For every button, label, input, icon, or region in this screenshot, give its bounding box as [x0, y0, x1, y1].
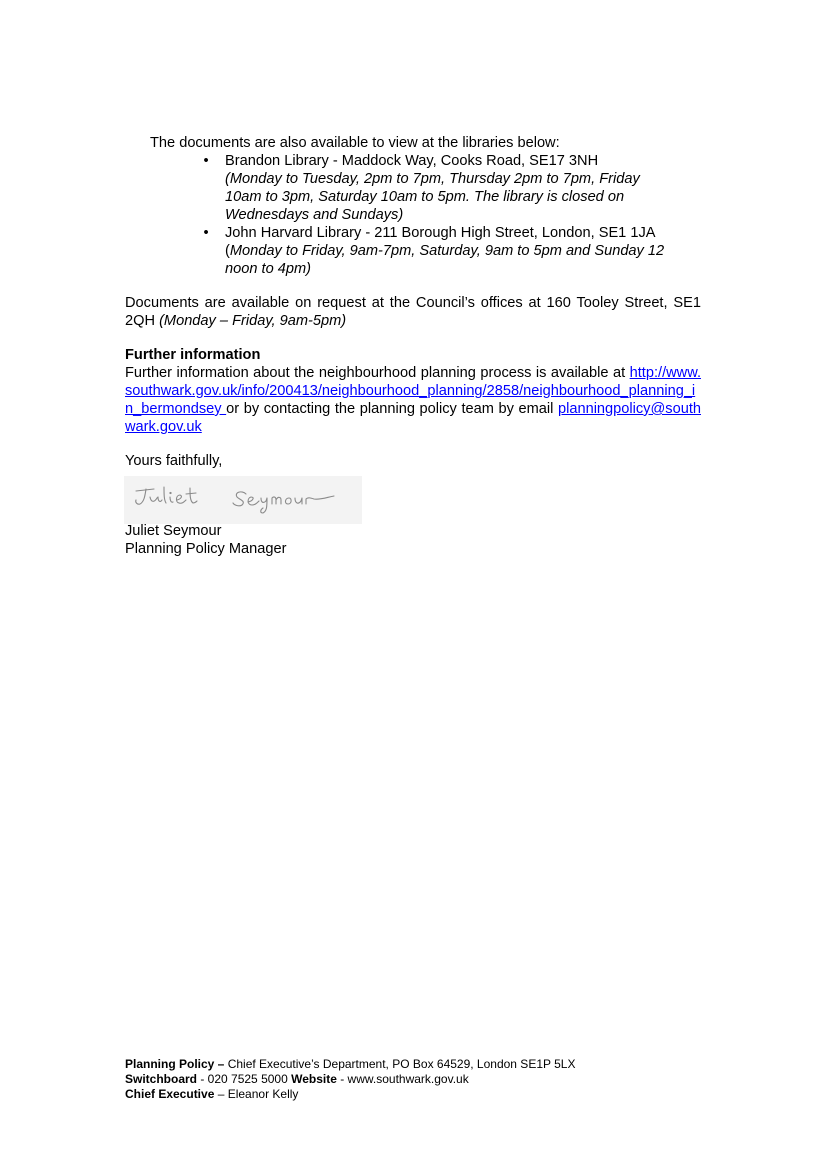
hours-open-paren: ( [225, 243, 230, 259]
library-hours [225, 242, 670, 278]
neighbourhood-planning-link[interactable]: http://www.southwark.gov.uk/info/200413/neighbourhood_planning/2858/neighbourhood_planning_in_bermondsey [125, 365, 701, 417]
signature-graphic [124, 476, 362, 524]
closing-salutation: Yours faithfully, [125, 453, 223, 469]
footer-switchboard: - 020 7525 5000 [197, 1072, 292, 1086]
library-hours: (Monday to Tuesday, 2pm to 7pm, Thursday 2pm to 7pm, Friday 10am to 3pm, Saturday 10am to 5pm. The library is closed on Wednesdays and Sundays) [225, 171, 640, 223]
footer-label-planning-policy: Planning Policy – [125, 1057, 225, 1071]
footer-website: - www.southwark.gov.uk [336, 1072, 469, 1086]
offices-text: Documents are available on request at the Council’s offices at 160 Tooley Street, SE1 2QH [125, 295, 701, 329]
list-item-john-harvard-library [190, 224, 670, 278]
footer-line-chief-executive [125, 1087, 575, 1102]
library-list [190, 152, 670, 278]
bullet-icon: • [203, 153, 209, 169]
further-information-heading: Further information [125, 347, 261, 363]
libraries-intro: The documents are also available to view at the libraries below: [150, 135, 560, 151]
footer-line-address [125, 1057, 575, 1072]
footer-chief-executive: – Eleanor Kelly [214, 1087, 299, 1101]
footer-label-website: Website [291, 1072, 337, 1086]
signer-title: Planning Policy Manager [125, 541, 287, 557]
footer-line-contact [125, 1072, 575, 1087]
library-name: Brandon Library - Maddock Way, Cooks Road, SE17 3NH [225, 153, 599, 169]
signature-image [124, 476, 362, 524]
signer-name: Juliet Seymour [125, 523, 222, 539]
further-information-paragraph [125, 364, 701, 436]
further-text-middle: or by contacting the planning policy team by email [226, 401, 558, 417]
letter-footer [125, 1057, 575, 1102]
planning-policy-email-link[interactable]: planningpolicy@southwark.gov.uk [125, 401, 701, 435]
offices-paragraph [125, 294, 701, 330]
footer-label-chief-executive: Chief Executive [125, 1087, 215, 1101]
hours-text: Monday to Friday, 9am-7pm, Saturday, 9am to 5pm and Sunday 12 noon to 4pm) [225, 243, 665, 277]
bullet-icon: • [203, 225, 209, 241]
footer-label-switchboard: Switchboard [125, 1072, 198, 1086]
list-item-brandon-library [190, 152, 670, 224]
library-name: John Harvard Library - 211 Borough High Street, London, SE1 1JA [225, 225, 656, 241]
footer-address: Chief Executive’s Department, PO Box 64529, London SE1P 5LX [224, 1057, 576, 1071]
offices-hours: (Monday – Friday, 9am-5pm) [159, 313, 347, 329]
further-text: Further information about the neighbourhood planning process is available at [125, 365, 630, 381]
